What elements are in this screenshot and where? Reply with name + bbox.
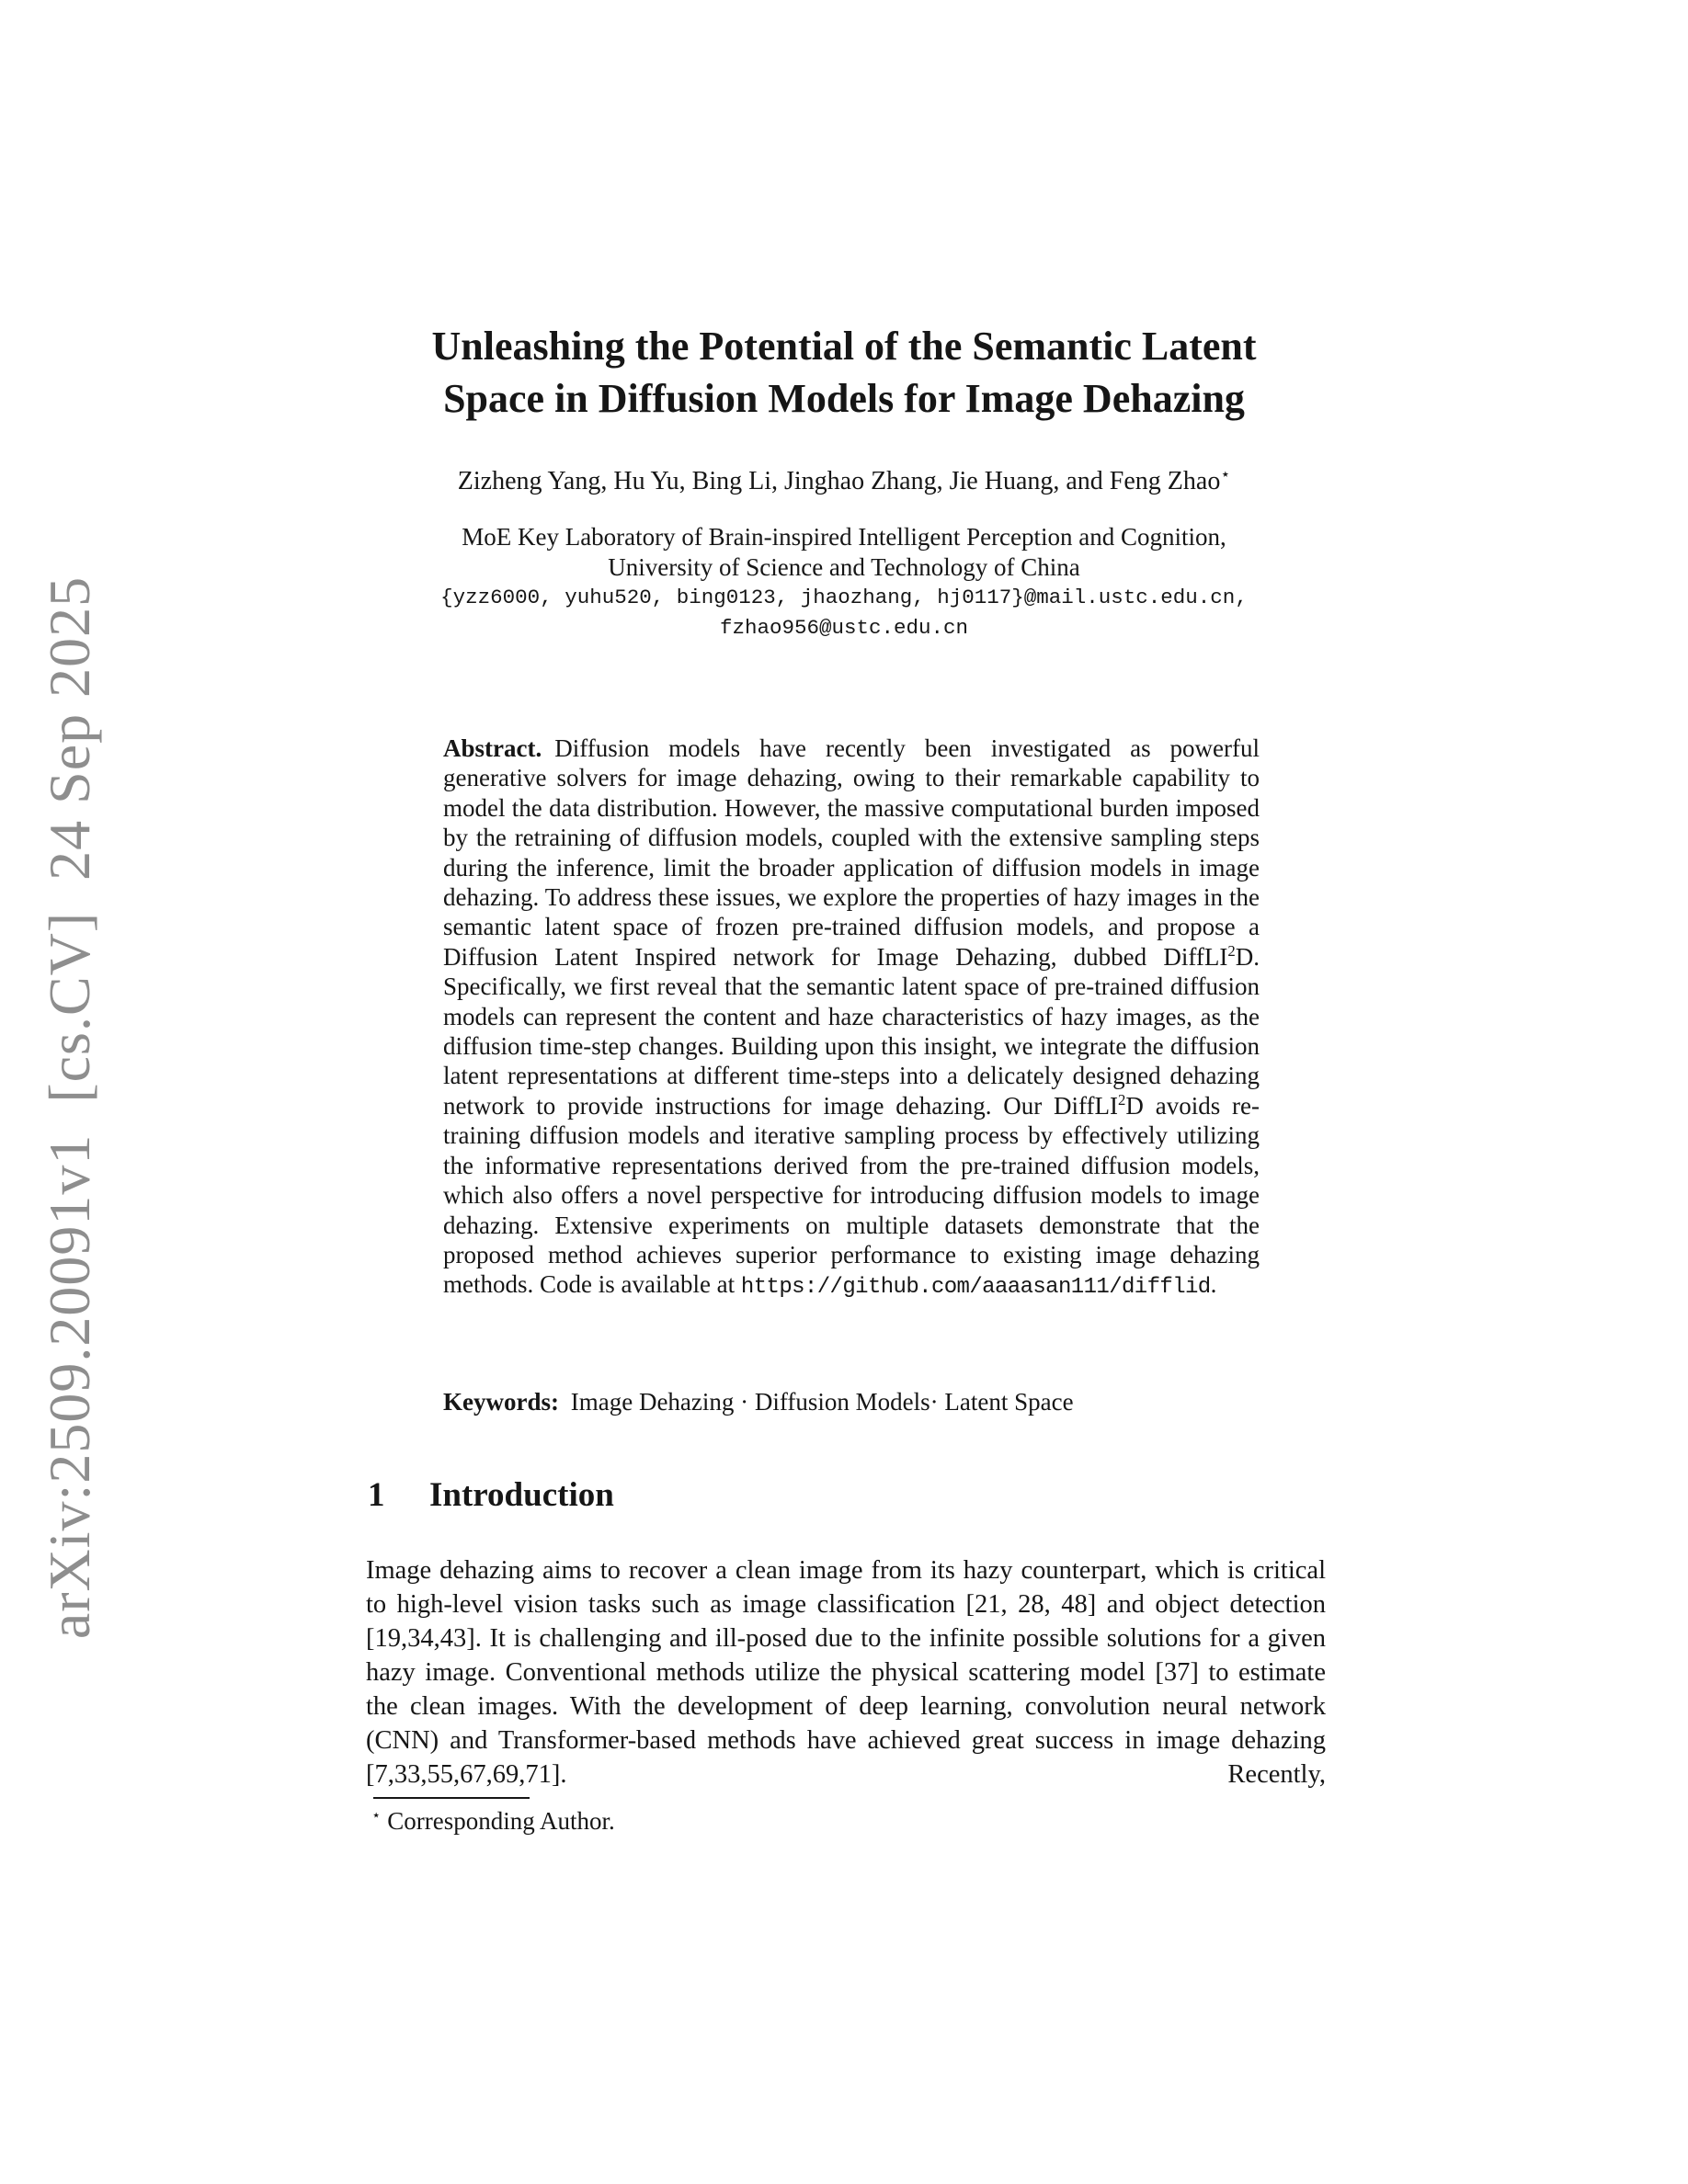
paper-title: [274, 320, 1414, 425]
corresponding-author-footnote: [371, 1807, 1331, 1836]
keywords-label: Keywords:: [443, 1388, 559, 1416]
paper-title-line1: Unleashing the Potential of the Semantic Latent: [431, 324, 1257, 369]
corresponding-email: fzhao956@ustc.edu.cn: [719, 616, 969, 640]
keywords-line: [443, 1388, 1260, 1416]
corresponding-author-mark: ⋆: [1220, 465, 1231, 483]
affiliation-block: [0, 522, 1688, 643]
abstract-text-part3: D avoids re-training diffusion models and iterative sampling process by effectively utilizing the informative representations derived from the pre-trained diffusion models, which also offers a novel perspective for introducing diffusion models to image dehazing. Extensive experiments on multiple datasets demonstrate that the proposed method achieves superior performance to existing image dehazing methods. Code is available at: [443, 1091, 1260, 1299]
footnote-text: Corresponding Author.: [387, 1807, 615, 1835]
abstract-text-part1: Diffusion models have recently been investigated as powerful generative solvers for image dehazing, owing to their remarkable capability to model the data distribution. However, the massive computational burden imposed by the retraining of diffusion models, coupled with the extensive sampling steps during the inference, limit the broader application of diffusion models in image dehazing. To address these issues, we explore the properties of hazy images in the semantic latent space of frozen pre-trained diffusion models, and propose a Diffusion Latent Inspired network for Image Dehazing, dubbed DiffLI: [443, 734, 1260, 971]
difflid-superscript: 2: [1227, 941, 1236, 960]
affiliation-line2: University of Science and Technology of China: [608, 553, 1080, 581]
abstract-section: [443, 734, 1260, 1303]
authors-line: [0, 467, 1688, 496]
section-1-heading: [368, 1475, 614, 1515]
section-1-title: Introduction: [429, 1476, 614, 1514]
section-1-number: 1: [368, 1476, 385, 1514]
introduction-paragraph: Image dehazing aims to recover a clean image from its hazy counterpart, which is critical to high-level vision tasks such as image classification [21, 28, 48] and object detection [19,34,43]. It is challenging and ill-posed due to the infinite possible solutions for a given hazy image. Conventional methods utilize the physical scattering model [37] to estimate the clean images. With the development of deep learning, convolution neural network (CNN) and Transformer-based methods have achieved great success in image dehazing [7,33,55,67,69,71]. Recently,: [366, 1556, 1326, 1789]
abstract-text-part2: D. Specifically, we first reveal that the semantic latent space of pre-trained diffusion models can represent the content and haze characteristics of hazy images, as the diffusion time-step changes. Building upon this insight, we integrate the diffusion latent representations at different time-steps into a delicately designed dehazing network to provide instructions for image dehazing. Our DiffLI: [443, 942, 1260, 1120]
abstract-text-end: .: [1210, 1270, 1217, 1299]
arxiv-watermark: arXiv:2509.20091v1 [cs.CV] 24 Sep 2025: [37, 575, 102, 1640]
paper-title-line2: Space in Diffusion Models for Image Dehazing: [443, 376, 1245, 421]
author-names: Zizheng Yang, Hu Yu, Bing Li, Jinghao Zhang, Jie Huang, and Feng Zhao: [457, 467, 1221, 495]
keywords-text: Image Dehazing · Diffusion Models· Latent Space: [570, 1388, 1074, 1416]
abstract-label: Abstract.: [443, 734, 542, 762]
author-emails: {yzz6000, yuhu520, bing0123, jhaozhang, hj0117}@mail.ustc.edu.cn,: [440, 586, 1248, 609]
affiliation-line1: MoE Key Laboratory of Brain-inspired Intelligent Perception and Cognition,: [462, 523, 1226, 551]
footnote-mark: ⋆: [371, 1806, 382, 1824]
difflid-superscript: 2: [1118, 1090, 1126, 1109]
code-repository-link[interactable]: https://github.com/aaaasan111/difflid: [740, 1275, 1211, 1301]
footnote-rule: [373, 1797, 530, 1799]
